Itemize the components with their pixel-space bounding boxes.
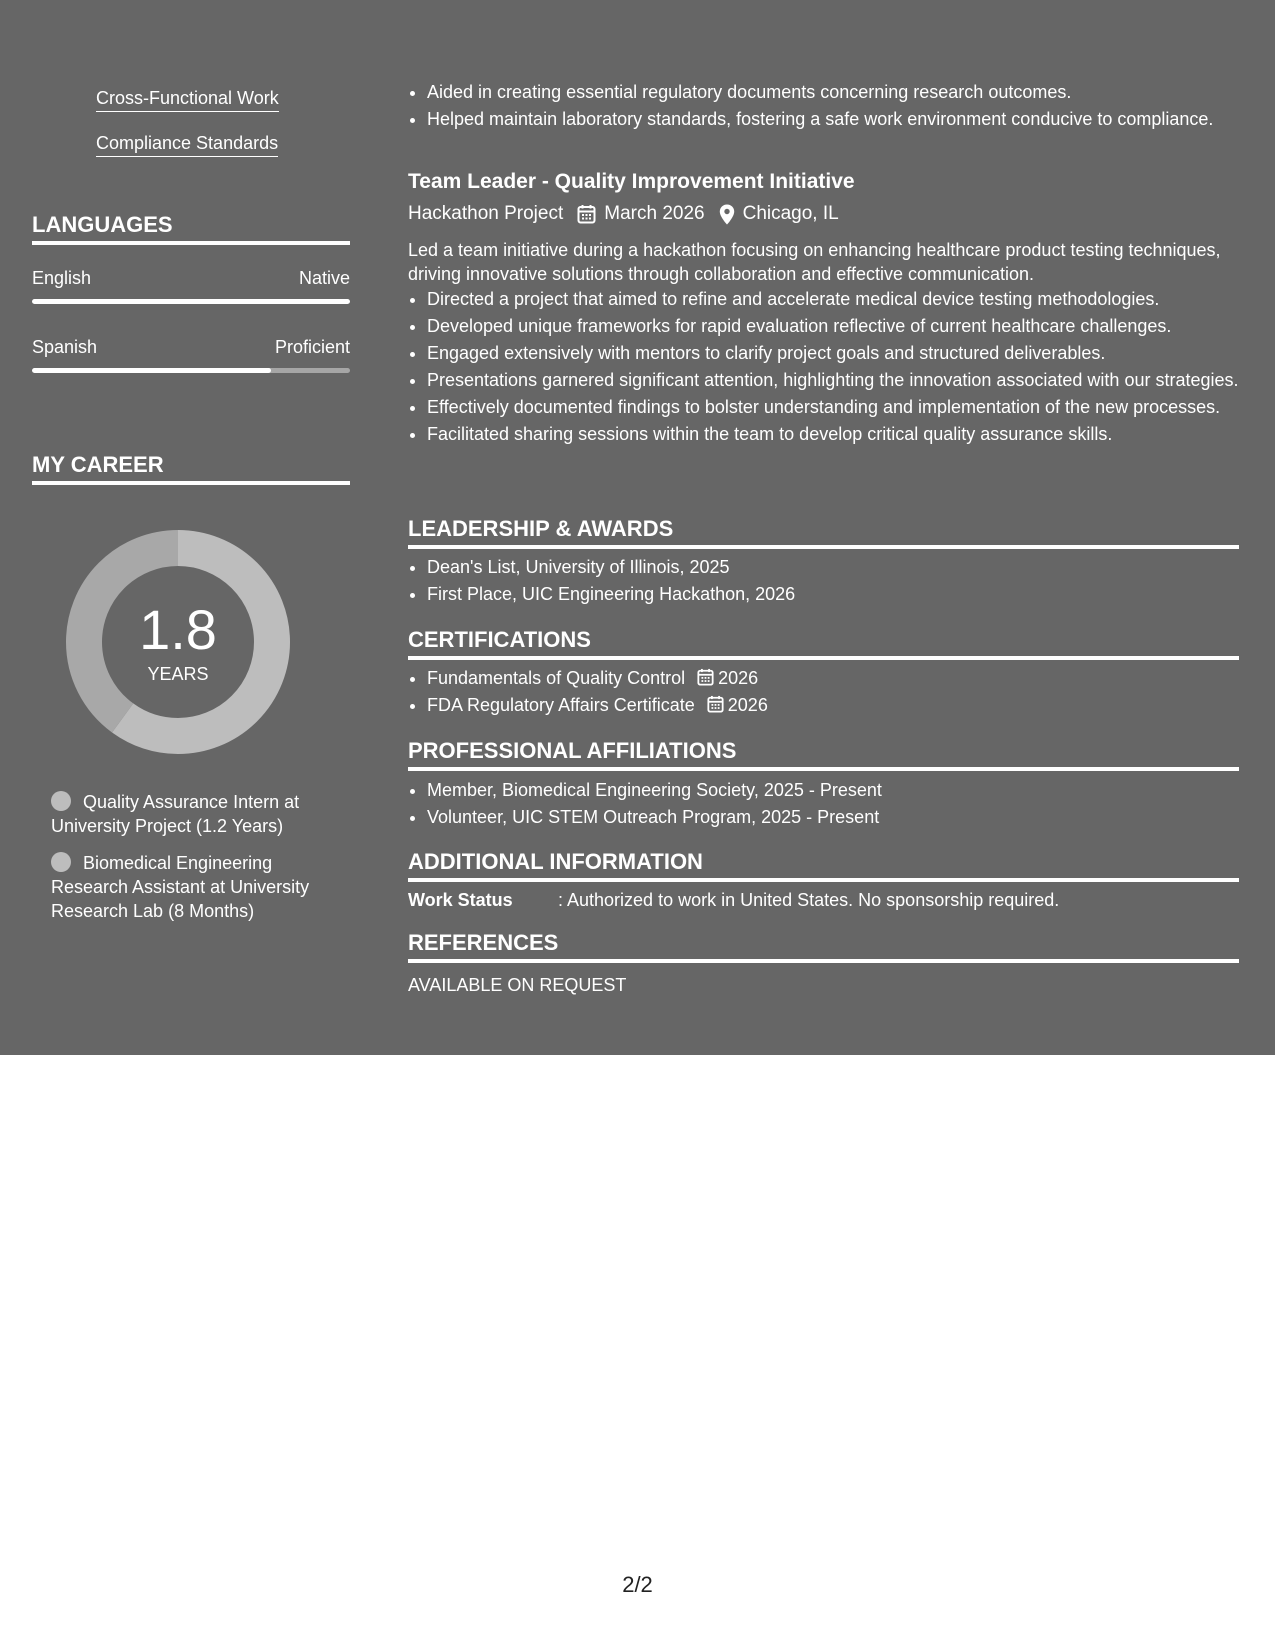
affiliations-heading: PROFESSIONAL AFFILIATIONS xyxy=(408,738,737,763)
career-heading: MY CAREER xyxy=(32,452,164,477)
language-level: Native xyxy=(298,268,350,288)
job-title: Team Leader - Quality Improvement Initiative xyxy=(408,170,855,193)
bullet-item: • Helped maintain laboratory standards, fostering a safe work environment conducive to compliance. xyxy=(427,107,1239,132)
job-bullets xyxy=(408,287,1239,449)
leadership-list xyxy=(408,555,1239,609)
career-item-qa-intern xyxy=(51,790,331,838)
bullet-item: • Directed a project that aimed to refine and accelerate medical device testing methodologies. xyxy=(427,287,1239,312)
certifications-list xyxy=(408,666,1239,720)
job-org: Hackathon Project xyxy=(408,203,564,224)
languages-heading: LANGUAGES xyxy=(32,212,173,237)
career-total-value: 1.8 xyxy=(139,598,217,661)
work-status-row xyxy=(408,890,1059,911)
certification-date: 2026 xyxy=(718,668,759,688)
certification-item xyxy=(427,666,1239,691)
career-item-label: Quality Assurance Intern at University Project (1.2 Years) xyxy=(51,792,300,836)
leadership-heading: LEADERSHIP & AWARDS xyxy=(408,516,674,541)
language-name: English xyxy=(32,268,92,288)
languages-rule xyxy=(32,241,350,245)
certification-item xyxy=(427,693,1239,718)
location-pin-icon xyxy=(719,204,735,225)
bullet-item: • Aided in creating essential regulatory documents concerning research outcomes. xyxy=(427,80,1239,105)
bullet-item: • Effectively documented findings to bolster understanding and implementation of the new processes. xyxy=(427,395,1239,420)
career-rule xyxy=(32,481,350,485)
certifications-rule xyxy=(408,656,1239,660)
work-status-label: Work Status xyxy=(408,890,513,910)
job-summary: Led a team initiative during a hackathon focusing on enhancing healthcare product testing techniques, driving innovative solutions through collaboration and effective communication. xyxy=(408,240,1221,284)
skill-compliance: Compliance Standards xyxy=(96,133,278,157)
language-row-spanish xyxy=(32,337,350,358)
bullet-item: • Presentations garnered significant attention, highlighting the innovation associated with our strategies. xyxy=(427,368,1239,393)
language-bar-english xyxy=(32,299,350,304)
bullet-item: • Engaged extensively with mentors to clarify project goals and structured deliverables. xyxy=(427,341,1239,366)
affiliations-rule xyxy=(408,767,1239,771)
language-name: Spanish xyxy=(32,337,98,357)
career-total-unit: YEARS xyxy=(147,664,209,684)
certifications-heading: CERTIFICATIONS xyxy=(408,627,591,652)
career-donut-label xyxy=(66,530,290,754)
certification-name: Fundamentals of Quality Control xyxy=(427,668,686,688)
language-row-english xyxy=(32,268,350,289)
calendar-icon xyxy=(707,695,724,713)
award-item: • First Place, UIC Engineering Hackathon, 2026 xyxy=(427,582,1239,607)
career-dot-icon xyxy=(51,852,71,872)
language-bar-fill xyxy=(32,368,271,373)
certification-date: 2026 xyxy=(727,695,768,715)
additional-heading: ADDITIONAL INFORMATION xyxy=(408,849,703,874)
references-rule xyxy=(408,959,1239,963)
skill-cross-functional: Cross-Functional Work xyxy=(96,88,279,112)
bullet-item: • Developed unique frameworks for rapid evaluation reflective of current healthcare challenges. xyxy=(427,314,1239,339)
page-number: 2/2 xyxy=(622,1572,653,1597)
language-level: Proficient xyxy=(274,337,350,357)
career-item-research-assistant xyxy=(51,851,331,923)
references-text: AVAILABLE ON REQUEST xyxy=(408,975,627,995)
job-date: March 2026 xyxy=(604,203,705,224)
language-bar-spanish xyxy=(32,368,350,373)
job-location: Chicago, IL xyxy=(742,203,839,224)
calendar-icon xyxy=(697,668,714,686)
certification-name: FDA Regulatory Affairs Certificate xyxy=(427,695,695,715)
references-heading: REFERENCES xyxy=(408,930,559,955)
job-meta-row xyxy=(408,203,839,225)
bullet-item: • Facilitated sharing sessions within the team to develop critical quality assurance skills. xyxy=(427,422,1239,447)
affiliation-item: • Volunteer, UIC STEM Outreach Program, 2025 - Present xyxy=(427,805,1239,830)
career-item-label: Biomedical Engineering Research Assistant at University Research Lab (8 Months) xyxy=(51,853,310,921)
career-dot-icon xyxy=(51,791,71,811)
affiliations-list xyxy=(408,778,1239,832)
leadership-rule xyxy=(408,545,1239,549)
language-bar-fill xyxy=(32,299,350,304)
work-status-value: : Authorized to work in United States. No sponsorship required. xyxy=(558,890,1060,910)
previous-job-bullets xyxy=(408,80,1239,134)
calendar-icon xyxy=(577,204,596,224)
award-item: • Dean's List, University of Illinois, 2025 xyxy=(427,555,1239,580)
affiliation-item: • Member, Biomedical Engineering Society, 2025 - Present xyxy=(427,778,1239,803)
additional-rule xyxy=(408,878,1239,882)
